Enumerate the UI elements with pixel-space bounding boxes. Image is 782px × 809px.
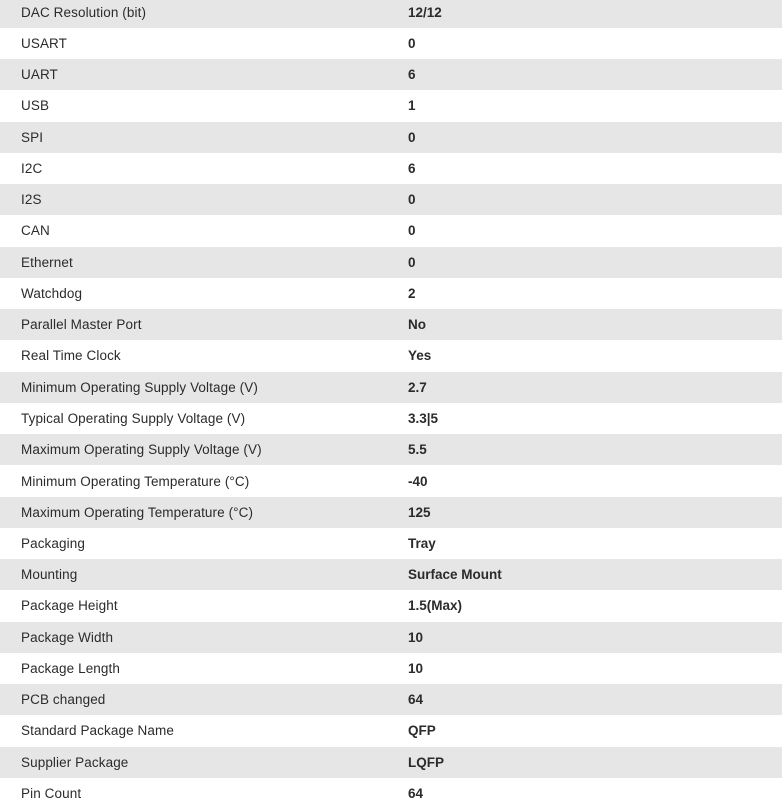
spec-label: UART [21,67,58,82]
spec-value: 6 [408,161,416,176]
spec-label: Watchdog [21,286,83,301]
table-row [0,715,782,746]
table-row [0,622,782,653]
spec-value: 6 [408,67,416,82]
spec-label: Minimum Operating Supply Voltage (V) [21,380,258,395]
spec-value: -40 [408,474,428,489]
spec-value: 0 [408,130,416,145]
spec-value: 2.7 [408,380,427,395]
table-row [0,590,782,621]
table-row [0,747,782,778]
spec-label: Maximum Operating Temperature (°C) [21,505,254,520]
spec-value: 64 [408,786,424,801]
spec-label: Minimum Operating Temperature (°C) [21,474,250,489]
spec-label: SPI [21,130,44,145]
spec-value: 2 [408,286,416,301]
table-row [0,278,782,309]
table-row [0,309,782,340]
spec-label: DAC Resolution (bit) [21,5,147,20]
table-row [0,434,782,465]
spec-value: No [408,317,426,332]
table-row [0,59,782,90]
spec-label: I2C [21,161,43,176]
spec-value: Yes [408,348,432,363]
spec-value: 3.3|5 [408,411,439,426]
spec-label: Package Length [21,661,120,676]
table-row [0,184,782,215]
spec-value: Surface Mount [408,567,502,582]
table-row [0,497,782,528]
table-row [0,0,782,28]
table-row [0,684,782,715]
spec-value: 1.5(Max) [408,598,463,613]
table-row [0,778,782,809]
spec-value: QFP [408,723,436,738]
spec-label: Standard Package Name [21,723,174,738]
spec-value: 1 [408,98,416,113]
table-row [0,466,782,497]
spec-label: Package Height [21,598,118,613]
spec-label: Parallel Master Port [21,317,142,332]
spec-value: 125 [408,505,431,520]
spec-label: CAN [21,223,50,238]
spec-label: Supplier Package [21,755,129,770]
table-row [0,215,782,246]
spec-label: Real Time Clock [21,348,121,363]
spec-value: 0 [408,36,416,51]
spec-label: I2S [21,192,42,207]
spec-label: USART [21,36,68,51]
table-row [0,340,782,371]
spec-label: Typical Operating Supply Voltage (V) [21,411,246,426]
table-row [0,153,782,184]
spec-label: USB [21,98,50,113]
spec-label: Maximum Operating Supply Voltage (V) [21,442,262,457]
spec-value: 5.5 [408,442,427,457]
table-row [0,28,782,59]
table-row [0,403,782,434]
spec-value: 0 [408,255,416,270]
table-row [0,247,782,278]
spec-value: LQFP [408,755,444,770]
table-row [0,122,782,153]
spec-label: Mounting [21,567,78,582]
spec-label: Package Width [21,630,114,645]
spec-label: Packaging [21,536,85,551]
table-row [0,528,782,559]
spec-value: Tray [408,536,436,551]
spec-value: 12/12 [408,5,442,20]
table-row [0,653,782,684]
table-row [0,90,782,121]
spec-value: 10 [408,661,424,676]
spec-value: 0 [408,192,416,207]
spec-value: 64 [408,692,424,707]
table-row [0,559,782,590]
spec-value: 0 [408,223,416,238]
spec-label: PCB changed [21,692,106,707]
table-row [0,372,782,403]
spec-value: 10 [408,630,424,645]
spec-label: Ethernet [21,255,73,270]
spec-label: Pin Count [21,786,82,801]
